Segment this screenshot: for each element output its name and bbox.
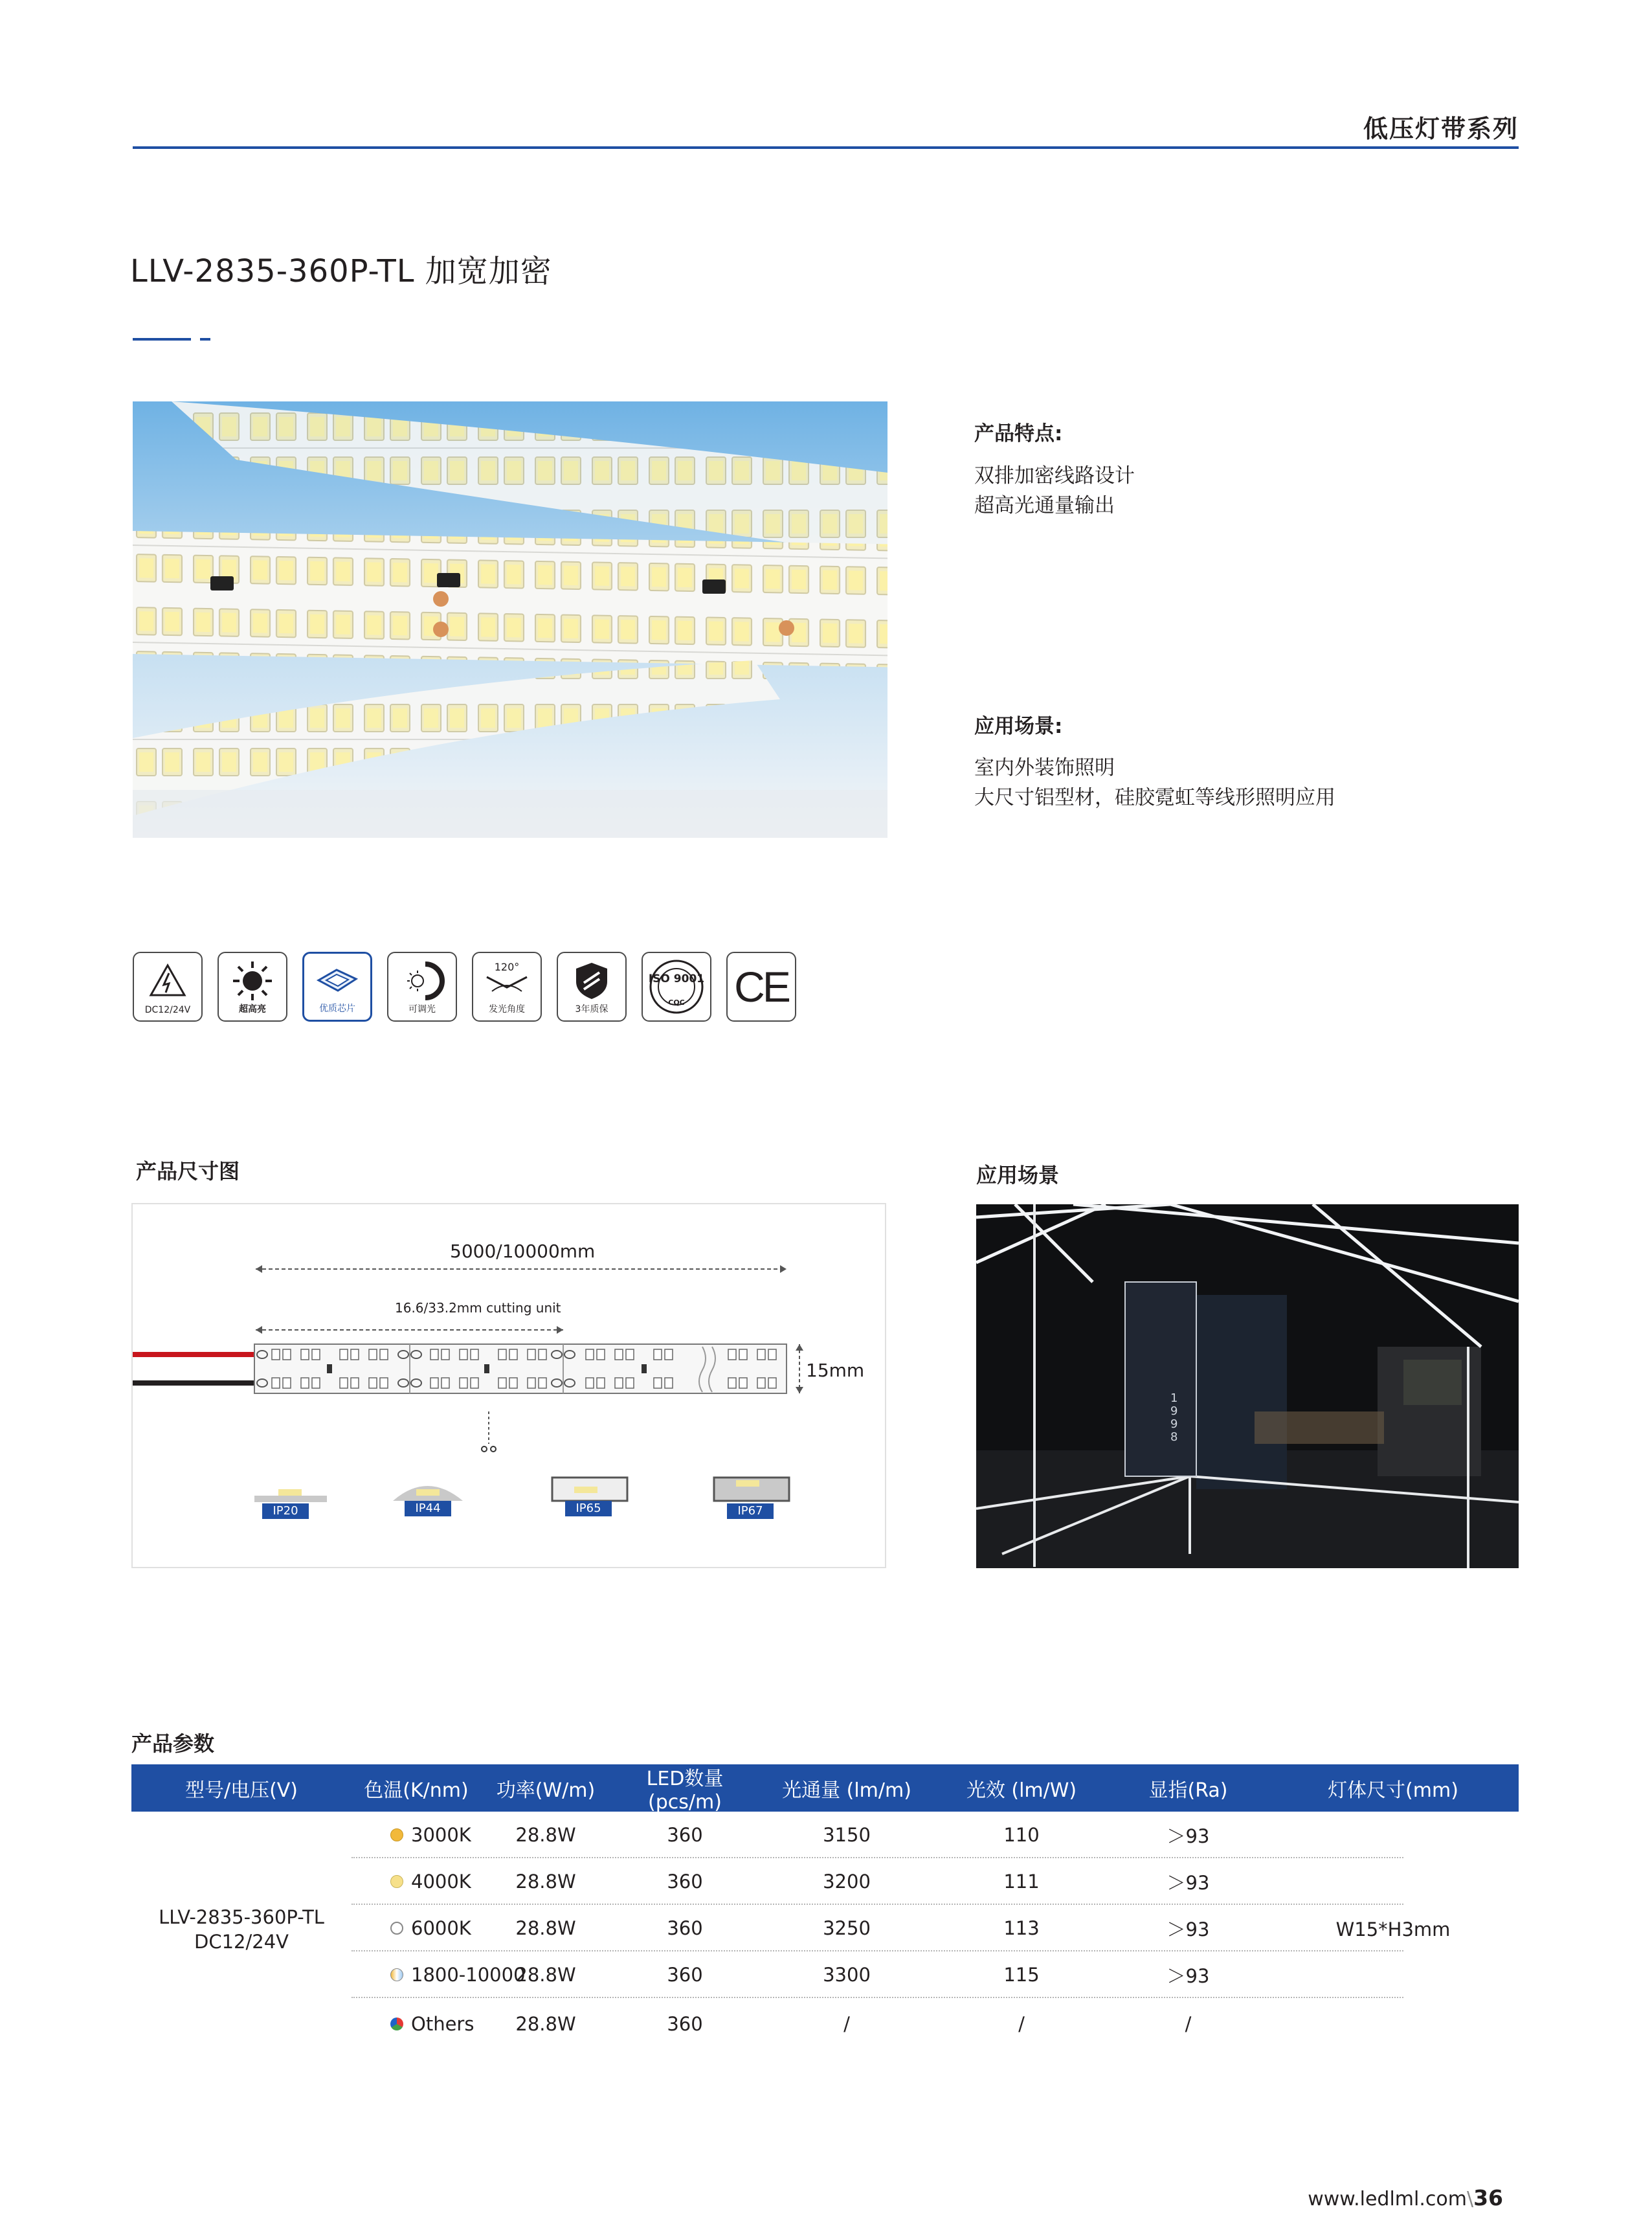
column-header: LED数量(pcs/m) [646,1768,724,1814]
column-header: 型号/电压(V) [184,1779,298,1802]
wall-number: 1998 [1170,1391,1178,1444]
shield-icon: 3年质保 [557,952,627,1022]
title-accent [133,338,210,341]
model-cell: LLV-2835-360P-TL DC12/24V [159,1906,324,1953]
table-body [131,1812,1519,2047]
features-list [974,461,1135,521]
iso-icon: ISO 9001 CQC [642,952,711,1022]
scene-photo [976,1204,1519,1568]
feature-icons [133,952,796,1022]
dimmable-icon: 可调光 [387,952,457,1022]
chip-icon: 优质芯片 [302,952,372,1022]
applications-heading: 应用场景: [974,715,1063,738]
table-row: 6000K 28.8W 360 3250 113 ＞93 [352,1905,1429,1951]
dimension-heading: 产品尺寸图 [136,1159,240,1184]
column-header: 色温(K/nm) [364,1779,469,1802]
cutting-unit-label: 16.6/33.2mm cutting unit [395,1300,561,1316]
applications-list [974,753,1335,813]
color-dot [390,1828,403,1841]
column-header: 灯体尺寸(mm) [1328,1779,1458,1802]
application-item: 室内外装饰照明 [974,756,1115,780]
table-row: Others 28.8W 360 / / / [352,2001,1429,2047]
params-heading: 产品参数 [131,1731,215,1756]
length-label: 5000/10000mm [450,1241,596,1262]
ce-icon: CE [726,952,796,1022]
table-row: 3000K 28.8W 360 3150 110 ＞93 [352,1812,1429,1858]
features-heading: 产品特点: [974,422,1063,445]
color-dot [390,1968,403,1981]
column-header: 显指(Ra) [1148,1779,1228,1802]
dimension-diagram [131,1203,886,1568]
params-table [131,1764,1519,2047]
beam-angle-icon: 120° 发光角度 [472,952,542,1022]
footer: www.ledlml.com\36 [1308,2185,1503,2210]
series-title: 低压灯带系列 [1363,115,1519,143]
page-number: 36 [1473,2185,1503,2210]
voltage-icon: DC12/24V [133,952,203,1022]
feature-item: 超高光通量输出 [974,494,1115,517]
column-header: 功率(W/m) [496,1779,596,1802]
color-dot [390,2018,403,2030]
ip-label: IP67 [737,1504,763,1518]
ip-label: IP44 [415,1501,441,1515]
table-row: 1800-10000 28.8W 360 3300 115 ＞93 [352,1951,1429,1998]
product-photo [133,401,887,838]
color-dot [390,1875,403,1888]
website-link[interactable]: www.ledlml.com [1308,2188,1467,2210]
table-header [131,1764,1519,1812]
header-rule [133,146,1519,149]
ip-label: IP65 [575,1501,601,1515]
column-header: 光效 (lm/W) [966,1779,1077,1802]
application-item: 大尺寸铝型材，硅胶霓虹等线形照明应用 [974,786,1335,809]
table-row: 4000K 28.8W 360 3200 111 ＞93 [352,1858,1429,1905]
width-label: 15mm [806,1360,865,1381]
size-cell: W15*H3mm [1335,1918,1451,1940]
sun-icon: 超高亮 [218,952,287,1022]
product-title: LLV-2835-360P-TL 加宽加密 [130,253,552,289]
scene-heading: 应用场景 [976,1163,1060,1187]
feature-item: 双排加密线路设计 [974,464,1135,488]
column-header: 光通量 (lm/m) [782,1779,911,1802]
color-dot [390,1922,403,1935]
ip-label: IP20 [273,1504,298,1518]
